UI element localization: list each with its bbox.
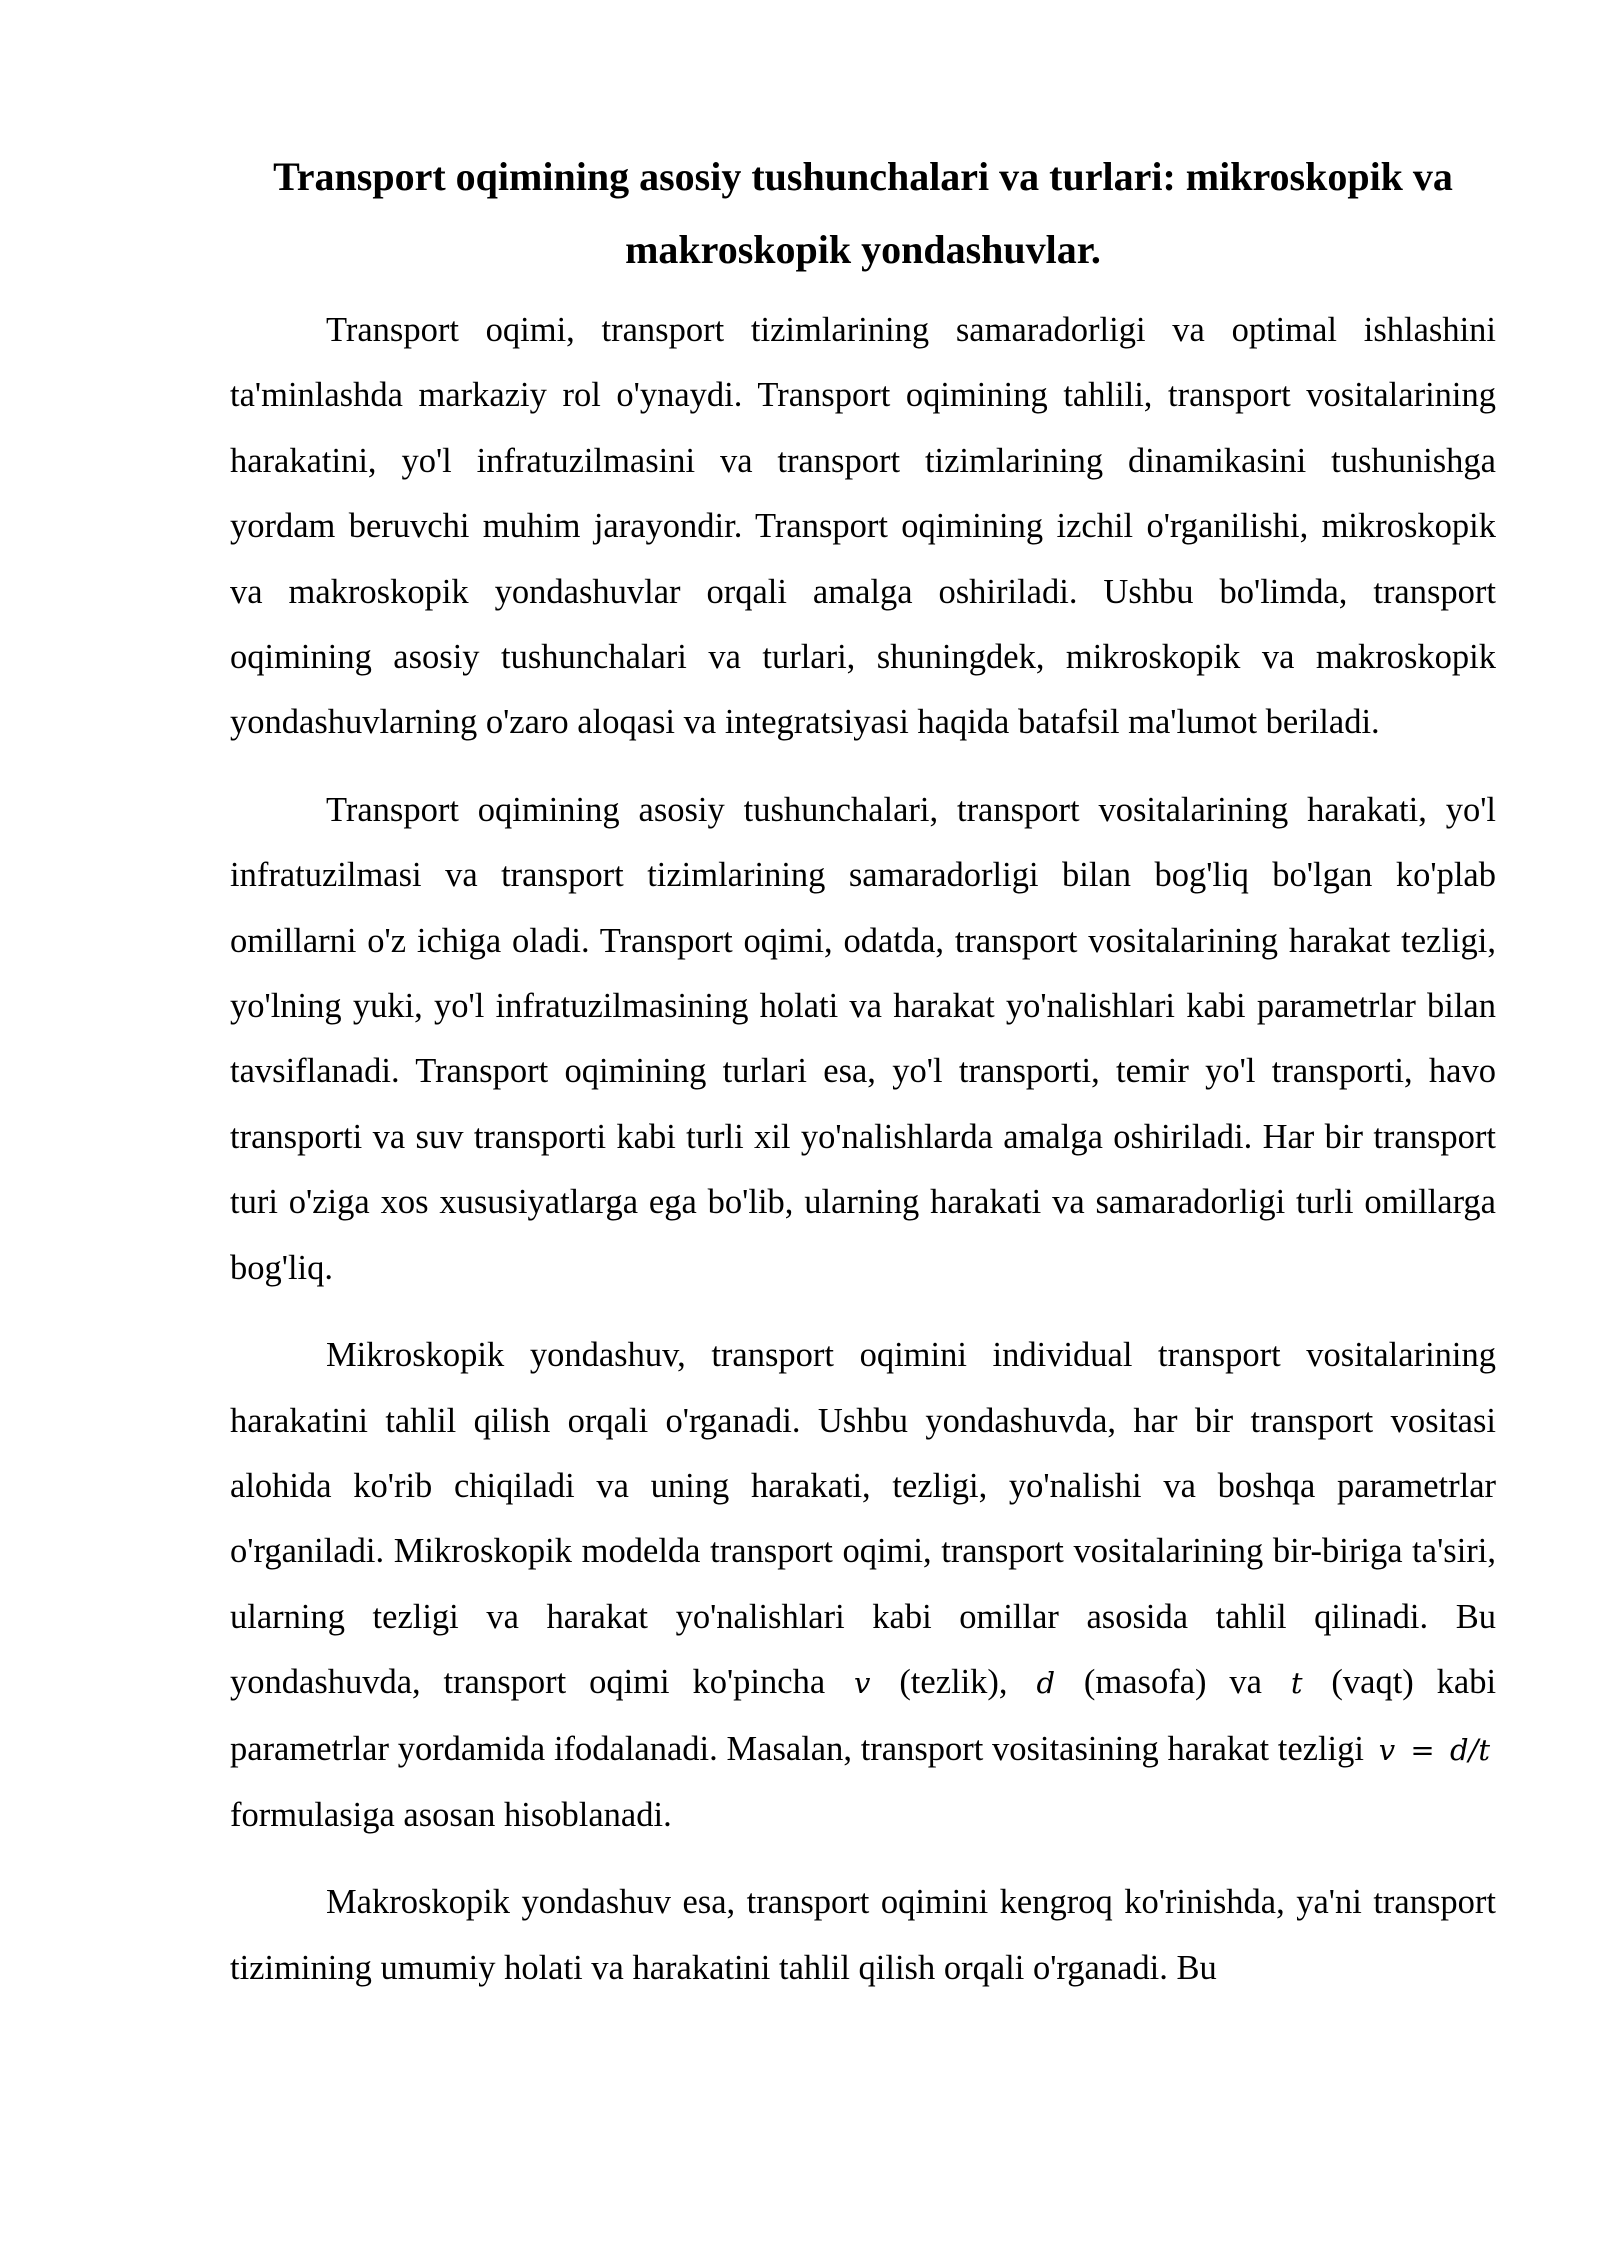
speed-formula: v = d/t (1378, 1732, 1491, 1767)
paragraph-2: Transport oqimining asosiy tushunchalari, transport vositalarining harakati, yo'l infratuzilmasi va transport tizimlarining samaradorligi bilan bog'liq bo'lgan ko'plab omillarni o'z ichiga oladi. Transport oqimi, odatda, transport vositalarining harakat tezligi, yo'lning yuki, yo'l infratuzilmasining holati va harakat yo'nalishlari kabi parametrlar bilan tavsiflanadi. Transport oqimining turlari esa, yo'l transporti, temir yo'l transporti, havo transporti va suv transporti kabi turli xil yo'nalishlarda amalga oshiriladi. Har bir transport turi o'ziga xos xususiyatlarga ega bo'lib, ularning harakati va samaradorligi turli omillarga bog'liq. (230, 790, 1496, 1287)
document-title: Transport oqimining asosiy tushunchalari va turlari: mikroskopik va makroskopik yondashuvlar. (273, 154, 1453, 272)
variable-v: v (854, 1666, 871, 1701)
paragraph-3 (230, 1323, 1496, 1848)
paragraph-3-text-3: (masofa) va (1083, 1663, 1262, 1702)
paragraph-3-text-4: (vaqt) kabi parametrlar yordamida ifodalanadi. Masalan, transport vositasining harakat tezligi (230, 1663, 1497, 1768)
variable-t: t (1290, 1666, 1303, 1701)
document-page (230, 140, 1496, 2023)
paragraph-1: Transport oqimi, transport tizimlarining samaradorligi va optimal ishlashini ta'minlashda markaziy rol o'ynaydi. Transport oqimining tahlili, transport vositalarining harakatini, yo'l infratuzilmasini va transport tizimlarining dinamikasini tushunishga yordam beruvchi muhim jarayondir. Transport oqimining izchil o'rganilishi, mikroskopik va makroskopik yondashuvlar orqali amalga oshiriladi. Ushbu bo'limda, transport oqimining asosiy tushunchalari va turlari, shuningdek, mikroskopik va makroskopik yondashuvlarning o'zaro aloqasi va integratsiyasi haqida batafsil ma'lumot beriladi. (230, 311, 1496, 742)
paragraph-3-text-1: Mikroskopik yondashuv, transport oqimini individual transport vositalarining harakatini tahlil qilish orqali o'rganadi. Ushbu yondashuvda, har bir transport vositasi alohida ko'rib chiqiladi va uning harakati, tezligi, yo'nalishi va boshqa parametrlar o'rganiladi. Mikroskopik modelda transport oqimi, transport vositalarining bir-biriga ta'siri, ularning tezligi va harakat yo'nalishlari kabi omillar asosida tahlil qilinadi. Bu yondashuvda, transport oqimi ko'pincha (230, 1336, 1496, 1702)
paragraph-4: Makroskopik yondashuv esa, transport oqimini kengroq ko'rinishda, ya'ni transport tizimining umumiy holati va harakatini tahlil qilish orqali o'rganadi. Bu (230, 1883, 1496, 1987)
paragraph-3-text-5: formulasiga asosan hisoblanadi. (230, 1795, 672, 1834)
variable-d: d (1036, 1666, 1056, 1701)
paragraph-3-text-2: (tezlik), (899, 1663, 1008, 1702)
